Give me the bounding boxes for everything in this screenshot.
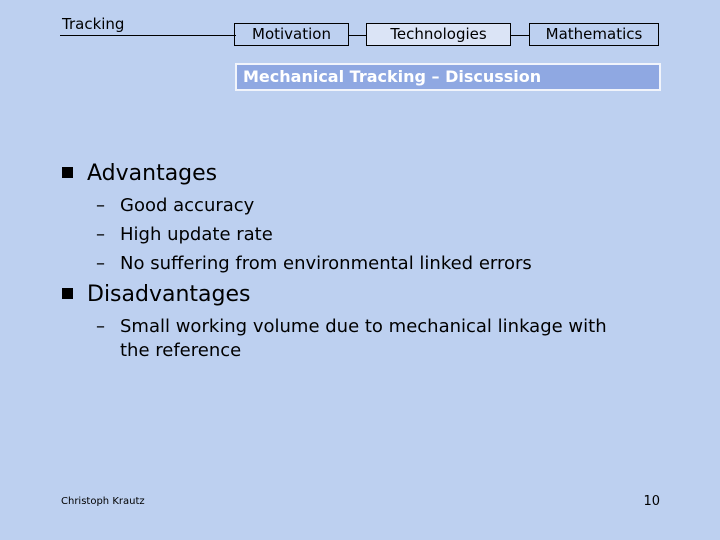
square-bullet-icon [62, 288, 73, 299]
section-underline [60, 35, 236, 36]
tab-motivation[interactable]: Motivation [234, 23, 349, 46]
advantages-heading: Advantages [87, 161, 218, 186]
disadvantages-heading: Disadvantages [87, 282, 251, 307]
disadvantage-text: Small working volume due to mechanical linkage with the reference [120, 316, 607, 361]
advantage-item [96, 194, 254, 218]
dash-icon: – [96, 253, 105, 274]
dash-icon: – [96, 224, 105, 245]
advantage-text: Good accuracy [120, 195, 255, 216]
square-bullet-icon [62, 167, 73, 178]
dash-icon: – [96, 195, 105, 216]
advantage-text: No suffering from environmental linked errors [120, 253, 532, 274]
advantage-text: High update rate [120, 224, 273, 245]
tab-technologies[interactable]: Technologies [366, 23, 511, 46]
advantage-item [96, 223, 273, 247]
disadvantages-bullet [62, 282, 250, 308]
disadvantage-item [96, 315, 636, 363]
section-label: Tracking [62, 15, 125, 33]
nav-connector-1 [348, 35, 366, 36]
nav-connector-2 [510, 35, 530, 36]
dash-icon: – [96, 316, 105, 337]
footer-author: Christoph Krautz [61, 496, 145, 507]
advantage-item [96, 252, 532, 276]
advantages-bullet [62, 161, 217, 187]
page-number: 10 [643, 494, 660, 509]
slide-title: Mechanical Tracking – Discussion [235, 63, 661, 91]
tab-mathematics[interactable]: Mathematics [529, 23, 659, 46]
